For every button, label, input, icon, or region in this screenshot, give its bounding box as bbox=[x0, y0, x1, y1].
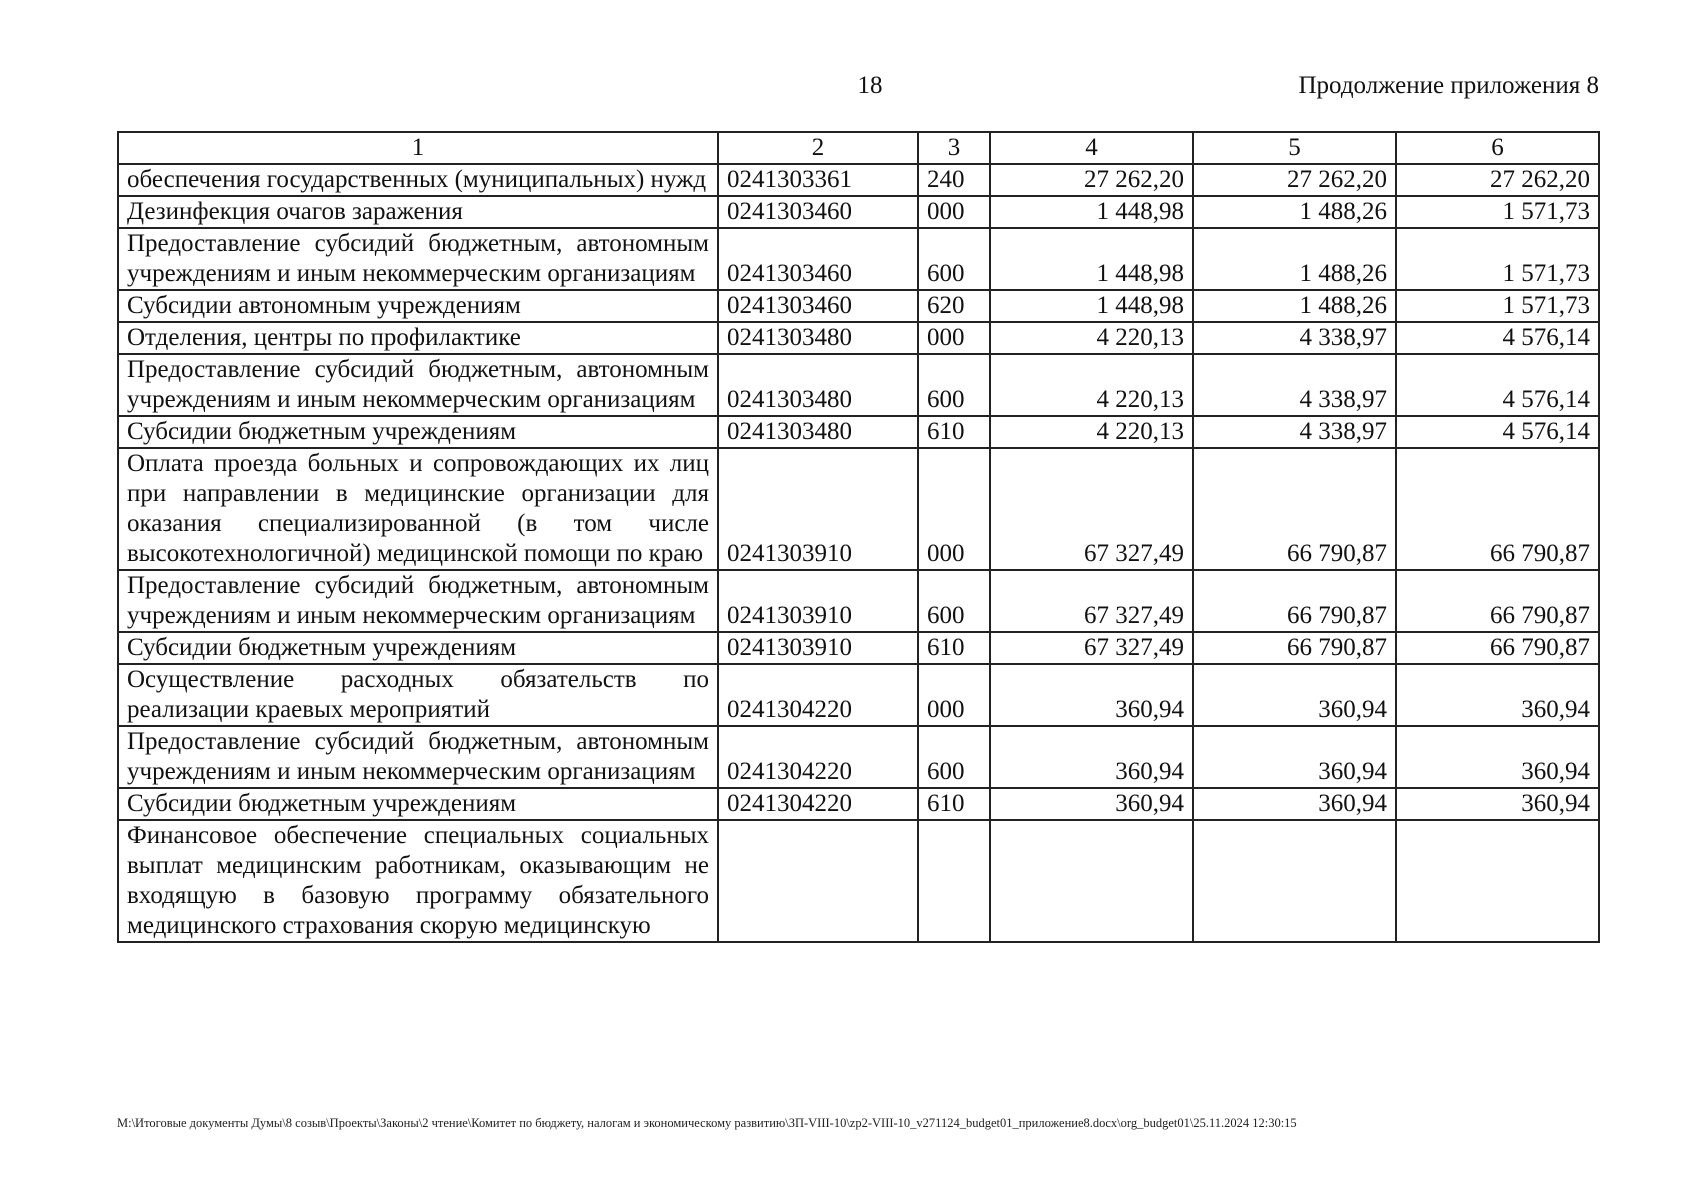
target-article-code-cell: 0241303460 bbox=[718, 196, 918, 228]
table-row bbox=[118, 570, 1599, 632]
amount-col5-cell: 360,94 bbox=[1193, 788, 1396, 820]
amount-col4-cell: 360,94 bbox=[990, 788, 1193, 820]
amount-col6-cell: 66 790,87 bbox=[1396, 570, 1599, 632]
expense-type-code-cell: 610 bbox=[918, 788, 990, 820]
amount-col5-cell: 360,94 bbox=[1193, 726, 1396, 788]
expense-type-code-cell bbox=[918, 820, 990, 942]
amount-col6-cell: 1 571,73 bbox=[1396, 228, 1599, 290]
target-article-code-cell: 0241303460 bbox=[718, 290, 918, 322]
amount-col4-cell: 360,94 bbox=[990, 664, 1193, 726]
column-header: 3 bbox=[918, 132, 990, 164]
expense-type-code-cell: 000 bbox=[918, 196, 990, 228]
expense-type-code-cell: 000 bbox=[918, 322, 990, 354]
target-article-code-cell: 0241303480 bbox=[718, 416, 918, 448]
table-body bbox=[118, 164, 1599, 942]
amount-col6-cell: 1 571,73 bbox=[1396, 290, 1599, 322]
document-file-path: М:\Итоговые документы Думы\8 созыв\Проекты\Законы\2 чтение\Комитет по бюджету, налогам и экономическому развитию\ЗП-VIII-10\zp2-VIII-10_v271124_budget01_приложение8.docx\org_budget01\25.11.2024 12:30:15 bbox=[117, 1116, 1297, 1130]
item-name-cell: обеспечения государственных (муниципальных) нужд bbox=[118, 164, 718, 196]
amount-col6-cell: 66 790,87 bbox=[1396, 632, 1599, 664]
target-article-code-cell: 0241303910 bbox=[718, 632, 918, 664]
amount-col6-cell: 66 790,87 bbox=[1396, 448, 1599, 570]
item-name-cell: Осуществление расходных обязательств по реализации краевых мероприятий bbox=[118, 664, 718, 726]
budget-table bbox=[117, 131, 1600, 943]
item-name-cell: Предоставление субсидий бюджетным, автономным учреждениям и иным некоммерческим организациям bbox=[118, 354, 718, 416]
amount-col5-cell: 1 488,26 bbox=[1193, 290, 1396, 322]
amount-col6-cell: 4 576,14 bbox=[1396, 416, 1599, 448]
expense-type-code-cell: 610 bbox=[918, 416, 990, 448]
amount-col5-cell: 66 790,87 bbox=[1193, 448, 1396, 570]
page-number: 18 bbox=[857, 72, 883, 99]
item-name-cell: Субсидии автономным учреждениям bbox=[118, 290, 718, 322]
amount-col6-cell: 27 262,20 bbox=[1396, 164, 1599, 196]
table-row bbox=[118, 664, 1599, 726]
table-row bbox=[118, 322, 1599, 354]
table-row bbox=[118, 164, 1599, 196]
table-row bbox=[118, 416, 1599, 448]
expense-type-code-cell: 000 bbox=[918, 448, 990, 570]
target-article-code-cell: 0241303460 bbox=[718, 228, 918, 290]
table-row bbox=[118, 632, 1599, 664]
column-header: 2 bbox=[718, 132, 918, 164]
expense-type-code-cell: 610 bbox=[918, 632, 990, 664]
amount-col5-cell: 1 488,26 bbox=[1193, 228, 1396, 290]
target-article-code-cell: 0241303910 bbox=[718, 570, 918, 632]
item-name-cell: Субсидии бюджетным учреждениям bbox=[118, 632, 718, 664]
expense-type-code-cell: 240 bbox=[918, 164, 990, 196]
column-header: 4 bbox=[990, 132, 1193, 164]
item-name-cell: Предоставление субсидий бюджетным, автономным учреждениям и иным некоммерческим организациям bbox=[118, 570, 718, 632]
item-name-cell: Субсидии бюджетным учреждениям bbox=[118, 788, 718, 820]
appendix-caption: Продолжение приложения 8 bbox=[1298, 72, 1599, 99]
target-article-code-cell: 0241303910 bbox=[718, 448, 918, 570]
amount-col6-cell: 360,94 bbox=[1396, 788, 1599, 820]
target-article-code-cell: 0241304220 bbox=[718, 788, 918, 820]
expense-type-code-cell: 620 bbox=[918, 290, 990, 322]
expense-type-code-cell: 000 bbox=[918, 664, 990, 726]
target-article-code-cell: 0241303480 bbox=[718, 322, 918, 354]
amount-col4-cell: 67 327,49 bbox=[990, 570, 1193, 632]
amount-col5-cell: 27 262,20 bbox=[1193, 164, 1396, 196]
amount-col5-cell: 360,94 bbox=[1193, 664, 1396, 726]
amount-col4-cell: 67 327,49 bbox=[990, 448, 1193, 570]
amount-col4-cell: 4 220,13 bbox=[990, 416, 1193, 448]
item-name-cell: Оплата проезда больных и сопровождающих их лиц при направлении в медицинские организации для оказания специализированной (в том числе высокотехнологичной) медицинской помощи по краю bbox=[118, 448, 718, 570]
item-name-cell: Финансовое обеспечение специальных социальных выплат медицинским работникам, оказывающим не входящую в базовую программу обязательного медицинского страхования скорую медицинскую bbox=[118, 820, 718, 942]
item-name-cell: Дезинфекция очагов заражения bbox=[118, 196, 718, 228]
item-name-cell: Отделения, центры по профилактике bbox=[118, 322, 718, 354]
expense-type-code-cell: 600 bbox=[918, 726, 990, 788]
table-row bbox=[118, 354, 1599, 416]
amount-col6-cell bbox=[1396, 820, 1599, 942]
table-header-row bbox=[118, 132, 1599, 164]
amount-col4-cell: 4 220,13 bbox=[990, 354, 1193, 416]
amount-col4-cell: 1 448,98 bbox=[990, 196, 1193, 228]
table-row bbox=[118, 228, 1599, 290]
target-article-code-cell: 0241303480 bbox=[718, 354, 918, 416]
table-row bbox=[118, 820, 1599, 942]
item-name-cell: Предоставление субсидий бюджетным, автономным учреждениям и иным некоммерческим организациям bbox=[118, 228, 718, 290]
amount-col6-cell: 4 576,14 bbox=[1396, 354, 1599, 416]
column-header: 1 bbox=[118, 132, 718, 164]
target-article-code-cell: 0241304220 bbox=[718, 726, 918, 788]
table-row bbox=[118, 290, 1599, 322]
amount-col6-cell: 1 571,73 bbox=[1396, 196, 1599, 228]
amount-col4-cell: 27 262,20 bbox=[990, 164, 1193, 196]
amount-col5-cell: 4 338,97 bbox=[1193, 354, 1396, 416]
amount-col4-cell: 360,94 bbox=[990, 726, 1193, 788]
amount-col4-cell: 67 327,49 bbox=[990, 632, 1193, 664]
target-article-code-cell bbox=[718, 820, 918, 942]
table-row bbox=[118, 448, 1599, 570]
column-header: 6 bbox=[1396, 132, 1599, 164]
amount-col4-cell: 4 220,13 bbox=[990, 322, 1193, 354]
target-article-code-cell: 0241304220 bbox=[718, 664, 918, 726]
amount-col4-cell: 1 448,98 bbox=[990, 228, 1193, 290]
item-name-cell: Субсидии бюджетным учреждениям bbox=[118, 416, 718, 448]
amount-col6-cell: 360,94 bbox=[1396, 726, 1599, 788]
amount-col6-cell: 360,94 bbox=[1396, 664, 1599, 726]
table-row bbox=[118, 196, 1599, 228]
amount-col4-cell bbox=[990, 820, 1193, 942]
amount-col4-cell: 1 448,98 bbox=[990, 290, 1193, 322]
table-row bbox=[118, 726, 1599, 788]
expense-type-code-cell: 600 bbox=[918, 228, 990, 290]
expense-type-code-cell: 600 bbox=[918, 354, 990, 416]
expense-type-code-cell: 600 bbox=[918, 570, 990, 632]
item-name-cell: Предоставление субсидий бюджетным, автономным учреждениям и иным некоммерческим организациям bbox=[118, 726, 718, 788]
amount-col6-cell: 4 576,14 bbox=[1396, 322, 1599, 354]
amount-col5-cell: 4 338,97 bbox=[1193, 416, 1396, 448]
amount-col5-cell: 66 790,87 bbox=[1193, 570, 1396, 632]
amount-col5-cell: 1 488,26 bbox=[1193, 196, 1396, 228]
amount-col5-cell: 66 790,87 bbox=[1193, 632, 1396, 664]
column-header: 5 bbox=[1193, 132, 1396, 164]
amount-col5-cell bbox=[1193, 820, 1396, 942]
target-article-code-cell: 0241303361 bbox=[718, 164, 918, 196]
table-row bbox=[118, 788, 1599, 820]
amount-col5-cell: 4 338,97 bbox=[1193, 322, 1396, 354]
